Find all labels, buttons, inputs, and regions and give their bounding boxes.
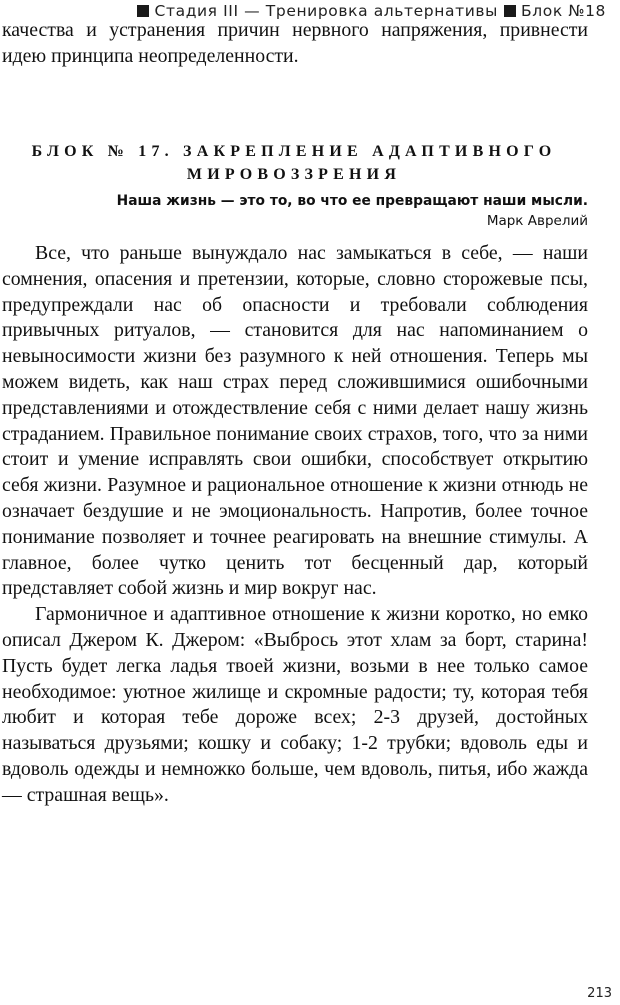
square-bullet-icon bbox=[137, 5, 149, 17]
header-section: Стадия III — Тренировка альтернативы bbox=[154, 2, 498, 20]
heading-line-2: МИРОВОЗЗРЕНИЯ bbox=[186, 166, 402, 183]
continuation-paragraph: качества и устранения причин нервного напряжения, привнести идею принципа неопределенности. bbox=[2, 19, 588, 67]
epigraph-quote: Наша жизнь — это то, во что ее превращают наши мысли. bbox=[116, 193, 588, 209]
epigraph-author: Марк Аврелий bbox=[486, 213, 588, 229]
page-number: 213 bbox=[587, 986, 612, 1001]
main-text bbox=[2, 241, 588, 809]
square-bullet-icon bbox=[504, 5, 516, 17]
section-heading bbox=[0, 140, 588, 186]
paragraph-1: Все, что раньше вынуждало нас замыкаться в себе, — наши сомнения, опасения и претензии, которые, словно сторожевые псы, предупреждали нас об опасности и требовали соблюдения привычных ритуалов, — становится для нас напоминанием о невыносимости жизни без разумного к ней отношения. Теперь мы можем видеть, как наш страх перед сложившимися ошибочными представлениями и отождествление себя с ними делает нашу жизнь страданием. Правильное понимание своих страхов, того, что за ними стоит и умение исправлять свои ошибки, способствует открытию себя жизни. Разумное и рациональное отношение к жизни отнюдь не означает бездушие и не эмоциональность. Напротив, более точное понимание позволяет и точнее реагировать на внешние стимулы. А главное, более чутко ценить тот бесценный дар, который представляет собой жизнь и мир вокруг нас. bbox=[2, 242, 588, 600]
header-block: Блок №18 bbox=[521, 2, 606, 20]
heading-line-1: БЛОК № 17. ЗАКРЕПЛЕНИЕ АДАПТИВНОГО bbox=[31, 143, 557, 160]
paragraph-2: Гармоничное и адаптивное отношение к жизни коротко, но емко описал Джером К. Джером: «Выбрось этот хлам за борт, старина! Пусть будет легка ладья твоей жизни, возьми в нее только самое необходимое: уютное жилище и скромные радости; ту, которая тебя любит и которая тебе дороже всех; 2-3 друзей, достойных называться друзьями; кошку и собаку; 1-2 трубки; вдоволь еды и вдоволь одежды и немножко больше, чем вдоволь, питья, ибо жажда — страшная вещь». bbox=[2, 603, 588, 806]
